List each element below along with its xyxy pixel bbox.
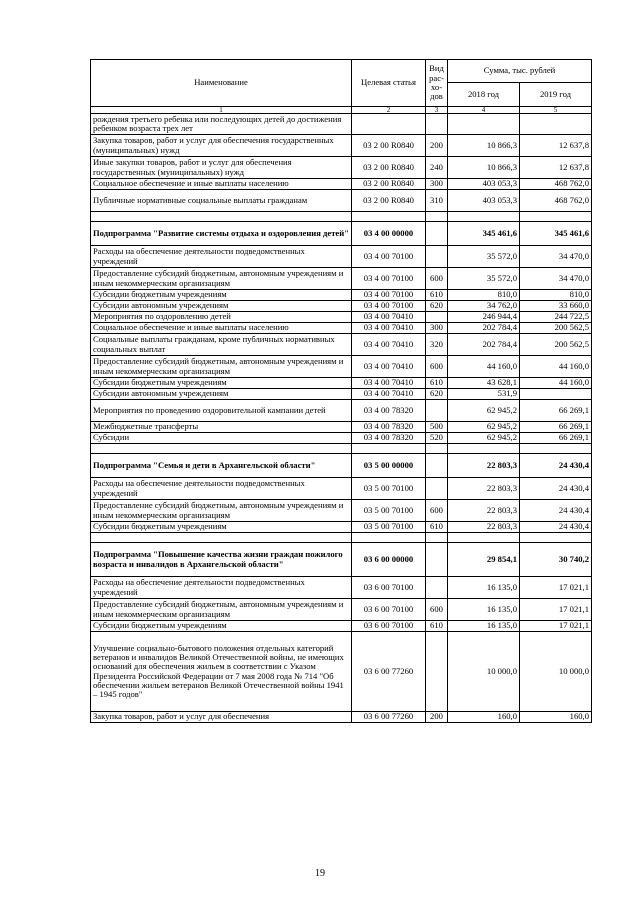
row-value-2019: 468 762,0 bbox=[520, 179, 592, 190]
row-value-2018: 202 784,4 bbox=[448, 334, 520, 356]
row-expense-type: 200 bbox=[426, 712, 448, 723]
row-name: Подпрограмма "Повышение качества жизни граждан пожилого возраста и инвалидов в Архангельской области" bbox=[91, 543, 352, 577]
row-name: Закупка товаров, работ и услуг для обеспечения bbox=[91, 712, 352, 723]
row-value-2019 bbox=[520, 389, 592, 400]
row-value-2019: 44 160,0 bbox=[520, 356, 592, 378]
row-expense-type bbox=[426, 114, 448, 135]
empty-cell bbox=[520, 212, 592, 222]
row-name: Социальные выплаты гражданам, кроме публичных нормативных социальных выплат bbox=[91, 334, 352, 356]
row-value-2018: 29 854,1 bbox=[448, 543, 520, 577]
row-target-code: 03 4 00 78320 bbox=[352, 422, 426, 433]
row-target-code: 03 6 00 77260 bbox=[352, 712, 426, 723]
row-target-code bbox=[352, 114, 426, 135]
table-row bbox=[91, 323, 592, 334]
row-value-2019: 244 722,5 bbox=[520, 312, 592, 323]
row-expense-type bbox=[426, 478, 448, 500]
row-name: Субсидии бюджетным учреждениям bbox=[91, 378, 352, 389]
row-target-code: 03 4 00 70410 bbox=[352, 356, 426, 378]
row-name: Субсидии автономным учреждениям bbox=[91, 389, 352, 400]
empty-cell bbox=[352, 533, 426, 543]
empty-cell bbox=[426, 533, 448, 543]
row-name: Предоставление субсидий бюджетным, автономным учреждениям и иным некоммерческим организациям bbox=[91, 268, 352, 290]
empty-cell bbox=[448, 533, 520, 543]
row-target-code: 03 4 00 70100 bbox=[352, 268, 426, 290]
row-expense-type bbox=[426, 543, 448, 577]
table-row bbox=[91, 599, 592, 621]
subprogram-row bbox=[91, 222, 592, 246]
spacer-row bbox=[91, 533, 592, 543]
row-value-2019: 468 762,0 bbox=[520, 190, 592, 212]
row-value-2019: 30 740,2 bbox=[520, 543, 592, 577]
table-row bbox=[91, 621, 592, 632]
row-name: Мероприятия по проведению оздоровительной кампании детей bbox=[91, 400, 352, 422]
row-name: Мероприятия по оздоровлению детей bbox=[91, 312, 352, 323]
row-target-code: 03 4 00 70410 bbox=[352, 389, 426, 400]
row-expense-type: 620 bbox=[426, 389, 448, 400]
row-name: Предоставление субсидий бюджетным, автономным учреждениям и иным некоммерческим организациям bbox=[91, 356, 352, 378]
row-name: Предоставление субсидий бюджетным, автономным учреждениям и иным некоммерческим организациям bbox=[91, 599, 352, 621]
page-number: 19 bbox=[315, 868, 325, 879]
table-row bbox=[91, 400, 592, 422]
row-expense-type: 600 bbox=[426, 356, 448, 378]
row-target-code: 03 6 00 70100 bbox=[352, 599, 426, 621]
row-name: Подпрограмма "Развитие системы отдыха и оздоровления детей" bbox=[91, 222, 352, 246]
row-expense-type: 200 bbox=[426, 135, 448, 157]
row-value-2018: 62 945,2 bbox=[448, 433, 520, 444]
row-value-2019: 24 430,4 bbox=[520, 522, 592, 533]
row-value-2019: 34 470,0 bbox=[520, 268, 592, 290]
table-row bbox=[91, 290, 592, 301]
table-row bbox=[91, 422, 592, 433]
row-value-2018: 44 160,0 bbox=[448, 356, 520, 378]
row-target-code: 03 4 00 70100 bbox=[352, 246, 426, 268]
row-target-code: 03 2 00 R0840 bbox=[352, 190, 426, 212]
row-expense-type: 610 bbox=[426, 378, 448, 389]
table-row bbox=[91, 478, 592, 500]
empty-cell bbox=[352, 444, 426, 454]
table-row bbox=[91, 500, 592, 522]
table-row bbox=[91, 179, 592, 190]
column-number: 4 bbox=[448, 107, 520, 114]
row-name: Субсидии бюджетным учреждениям bbox=[91, 621, 352, 632]
row-value-2018: 62 945,2 bbox=[448, 422, 520, 433]
row-expense-type: 610 bbox=[426, 522, 448, 533]
row-target-code: 03 5 00 00000 bbox=[352, 454, 426, 478]
row-name: Закупка товаров, работ и услуг для обеспечения государственных (муниципальных) нужд bbox=[91, 135, 352, 157]
row-name: Субсидии бюджетным учреждениям bbox=[91, 290, 352, 301]
empty-cell bbox=[448, 444, 520, 454]
row-value-2018: 22 803,3 bbox=[448, 522, 520, 533]
row-name: Улучшение социально-бытового положения отдельных категорий ветеранов и инвалидов Великой Отечественной войны, не имеющих оснований для обеспечения жильем в соответствии с Указом Президента Российской Федерации от 7 мая 2008 года № 714 "Об обеспечении жильем ветеранов Великой Отечественной войны 1941 – 1945 годов" bbox=[91, 632, 352, 712]
row-target-code: 03 4 00 78320 bbox=[352, 400, 426, 422]
row-name: Подпрограмма "Семья и дети в Архангельской области" bbox=[91, 454, 352, 478]
table-row bbox=[91, 157, 592, 179]
row-value-2019 bbox=[520, 114, 592, 135]
row-value-2018: 22 803,3 bbox=[448, 454, 520, 478]
row-name: Социальное обеспечение и иные выплаты населению bbox=[91, 179, 352, 190]
row-expense-type: 520 bbox=[426, 433, 448, 444]
row-expense-type bbox=[426, 312, 448, 323]
empty-cell bbox=[426, 444, 448, 454]
row-target-code: 03 4 00 70410 bbox=[352, 334, 426, 356]
row-name: рождения третьего ребенка или последующих детей до достижения ребенком возраста трех лет bbox=[91, 114, 352, 135]
row-value-2018: 246 944,4 bbox=[448, 312, 520, 323]
row-value-2019: 10 000,0 bbox=[520, 632, 592, 712]
row-value-2018: 10 866,3 bbox=[448, 157, 520, 179]
row-expense-type: 310 bbox=[426, 190, 448, 212]
header-target: Целевая статья bbox=[352, 60, 426, 107]
row-name: Иные закупки товаров, работ и услуг для обеспечения государственных (муниципальных) нужд bbox=[91, 157, 352, 179]
row-value-2019: 24 430,4 bbox=[520, 500, 592, 522]
row-expense-type bbox=[426, 577, 448, 599]
row-value-2019: 17 021,1 bbox=[520, 577, 592, 599]
row-target-code: 03 6 00 00000 bbox=[352, 543, 426, 577]
row-expense-type: 600 bbox=[426, 268, 448, 290]
row-expense-type bbox=[426, 454, 448, 478]
empty-cell bbox=[91, 533, 352, 543]
row-value-2018: 345 461,6 bbox=[448, 222, 520, 246]
header-name: Наименование bbox=[91, 60, 352, 107]
row-value-2018: 16 135,0 bbox=[448, 599, 520, 621]
row-value-2019: 66 269,1 bbox=[520, 422, 592, 433]
table-row bbox=[91, 301, 592, 312]
row-value-2018: 35 572,0 bbox=[448, 246, 520, 268]
row-value-2019: 12 637,8 bbox=[520, 135, 592, 157]
row-value-2019: 17 021,1 bbox=[520, 621, 592, 632]
row-name: Социальное обеспечение и иные выплаты населению bbox=[91, 323, 352, 334]
row-value-2019: 200 562,5 bbox=[520, 334, 592, 356]
table-row bbox=[91, 312, 592, 323]
row-value-2018: 10 866,3 bbox=[448, 135, 520, 157]
row-target-code: 03 4 00 70410 bbox=[352, 323, 426, 334]
header-2019: 2019 год bbox=[520, 83, 592, 107]
row-value-2019: 160,0 bbox=[520, 712, 592, 723]
table-row bbox=[91, 378, 592, 389]
table-row bbox=[91, 268, 592, 290]
row-expense-type: 300 bbox=[426, 179, 448, 190]
row-value-2019: 17 021,1 bbox=[520, 599, 592, 621]
row-value-2018: 35 572,0 bbox=[448, 268, 520, 290]
row-target-code: 03 4 00 70410 bbox=[352, 312, 426, 323]
row-value-2018: 10 000,0 bbox=[448, 632, 520, 712]
spacer-row bbox=[91, 444, 592, 454]
empty-cell bbox=[426, 212, 448, 222]
column-number: 2 bbox=[352, 107, 426, 114]
row-value-2019: 34 470,0 bbox=[520, 246, 592, 268]
row-value-2018: 16 135,0 bbox=[448, 621, 520, 632]
row-value-2018: 403 053,3 bbox=[448, 179, 520, 190]
row-value-2019: 24 430,4 bbox=[520, 454, 592, 478]
row-target-code: 03 5 00 70100 bbox=[352, 522, 426, 533]
row-expense-type: 600 bbox=[426, 500, 448, 522]
row-expense-type bbox=[426, 246, 448, 268]
table-row bbox=[91, 356, 592, 378]
row-value-2018: 531,9 bbox=[448, 389, 520, 400]
row-value-2018: 43 628,1 bbox=[448, 378, 520, 389]
spacer-row bbox=[91, 212, 592, 222]
row-expense-type: 320 bbox=[426, 334, 448, 356]
row-target-code: 03 6 00 70100 bbox=[352, 577, 426, 599]
row-value-2018: 22 803,3 bbox=[448, 478, 520, 500]
row-value-2018: 22 803,3 bbox=[448, 500, 520, 522]
table-row bbox=[91, 114, 592, 135]
row-name: Предоставление субсидий бюджетным, автономным учреждениям и иным некоммерческим организациям bbox=[91, 500, 352, 522]
table-row bbox=[91, 632, 592, 712]
column-number: 1 bbox=[91, 107, 352, 114]
row-value-2019: 810,0 bbox=[520, 290, 592, 301]
row-name: Субсидии bbox=[91, 433, 352, 444]
row-value-2018: 160,0 bbox=[448, 712, 520, 723]
empty-cell bbox=[352, 212, 426, 222]
row-target-code: 03 2 00 R0840 bbox=[352, 135, 426, 157]
row-target-code: 03 4 00 00000 bbox=[352, 222, 426, 246]
row-expense-type: 610 bbox=[426, 290, 448, 301]
row-target-code: 03 4 00 78320 bbox=[352, 433, 426, 444]
row-name: Публичные нормативные социальные выплаты гражданам bbox=[91, 190, 352, 212]
table-row bbox=[91, 135, 592, 157]
row-target-code: 03 4 00 70100 bbox=[352, 290, 426, 301]
row-name: Субсидии бюджетным учреждениям bbox=[91, 522, 352, 533]
table-body bbox=[91, 114, 592, 723]
empty-cell bbox=[520, 444, 592, 454]
row-value-2019: 44 160,0 bbox=[520, 378, 592, 389]
row-value-2019: 12 637,8 bbox=[520, 157, 592, 179]
table-row bbox=[91, 577, 592, 599]
row-name: Межбюджетные трансферты bbox=[91, 422, 352, 433]
row-name: Расходы на обеспечение деятельности подведомственных учреждений bbox=[91, 577, 352, 599]
row-name: Субсидии автономным учреждениям bbox=[91, 301, 352, 312]
column-number: 5 bbox=[520, 107, 592, 114]
row-expense-type: 600 bbox=[426, 599, 448, 621]
row-value-2019: 200 562,5 bbox=[520, 323, 592, 334]
row-value-2019: 66 269,1 bbox=[520, 400, 592, 422]
header-sum: Сумма, тыс. рублей bbox=[448, 60, 592, 83]
row-value-2018: 16 135,0 bbox=[448, 577, 520, 599]
row-expense-type bbox=[426, 400, 448, 422]
row-value-2018: 810,0 bbox=[448, 290, 520, 301]
subprogram-row bbox=[91, 454, 592, 478]
row-value-2019: 33 660,0 bbox=[520, 301, 592, 312]
empty-cell bbox=[91, 212, 352, 222]
table-row bbox=[91, 522, 592, 533]
header-2018: 2018 год bbox=[448, 83, 520, 107]
row-target-code: 03 2 00 R0840 bbox=[352, 157, 426, 179]
row-name: Расходы на обеспечение деятельности подведомственных учреждений bbox=[91, 246, 352, 268]
budget-table bbox=[90, 59, 592, 723]
row-expense-type bbox=[426, 632, 448, 712]
row-expense-type: 620 bbox=[426, 301, 448, 312]
empty-cell bbox=[448, 212, 520, 222]
row-expense-type: 500 bbox=[426, 422, 448, 433]
column-number: 3 bbox=[426, 107, 448, 114]
row-target-code: 03 2 00 R0840 bbox=[352, 179, 426, 190]
table-row bbox=[91, 246, 592, 268]
row-expense-type: 610 bbox=[426, 621, 448, 632]
table-row bbox=[91, 389, 592, 400]
table-row bbox=[91, 334, 592, 356]
row-expense-type bbox=[426, 222, 448, 246]
empty-cell bbox=[520, 533, 592, 543]
row-value-2018 bbox=[448, 114, 520, 135]
table-row bbox=[91, 190, 592, 212]
row-target-code: 03 4 00 70410 bbox=[352, 378, 426, 389]
header-type: Вид рас-хо-дов bbox=[426, 60, 448, 107]
row-value-2018: 62 945,2 bbox=[448, 400, 520, 422]
row-target-code: 03 5 00 70100 bbox=[352, 478, 426, 500]
table-row bbox=[91, 433, 592, 444]
empty-cell bbox=[91, 444, 352, 454]
row-value-2018: 403 053,3 bbox=[448, 190, 520, 212]
table-row bbox=[91, 712, 592, 723]
row-value-2018: 34 762,0 bbox=[448, 301, 520, 312]
row-target-code: 03 6 00 77260 bbox=[352, 632, 426, 712]
row-value-2019: 24 430,4 bbox=[520, 478, 592, 500]
row-expense-type: 300 bbox=[426, 323, 448, 334]
row-target-code: 03 6 00 70100 bbox=[352, 621, 426, 632]
row-name: Расходы на обеспечение деятельности подведомственных учреждений bbox=[91, 478, 352, 500]
row-target-code: 03 4 00 70100 bbox=[352, 301, 426, 312]
row-value-2019: 345 461,6 bbox=[520, 222, 592, 246]
row-value-2018: 202 784,4 bbox=[448, 323, 520, 334]
row-target-code: 03 5 00 70100 bbox=[352, 500, 426, 522]
row-expense-type: 240 bbox=[426, 157, 448, 179]
row-value-2019: 66 269,1 bbox=[520, 433, 592, 444]
subprogram-row bbox=[91, 543, 592, 577]
